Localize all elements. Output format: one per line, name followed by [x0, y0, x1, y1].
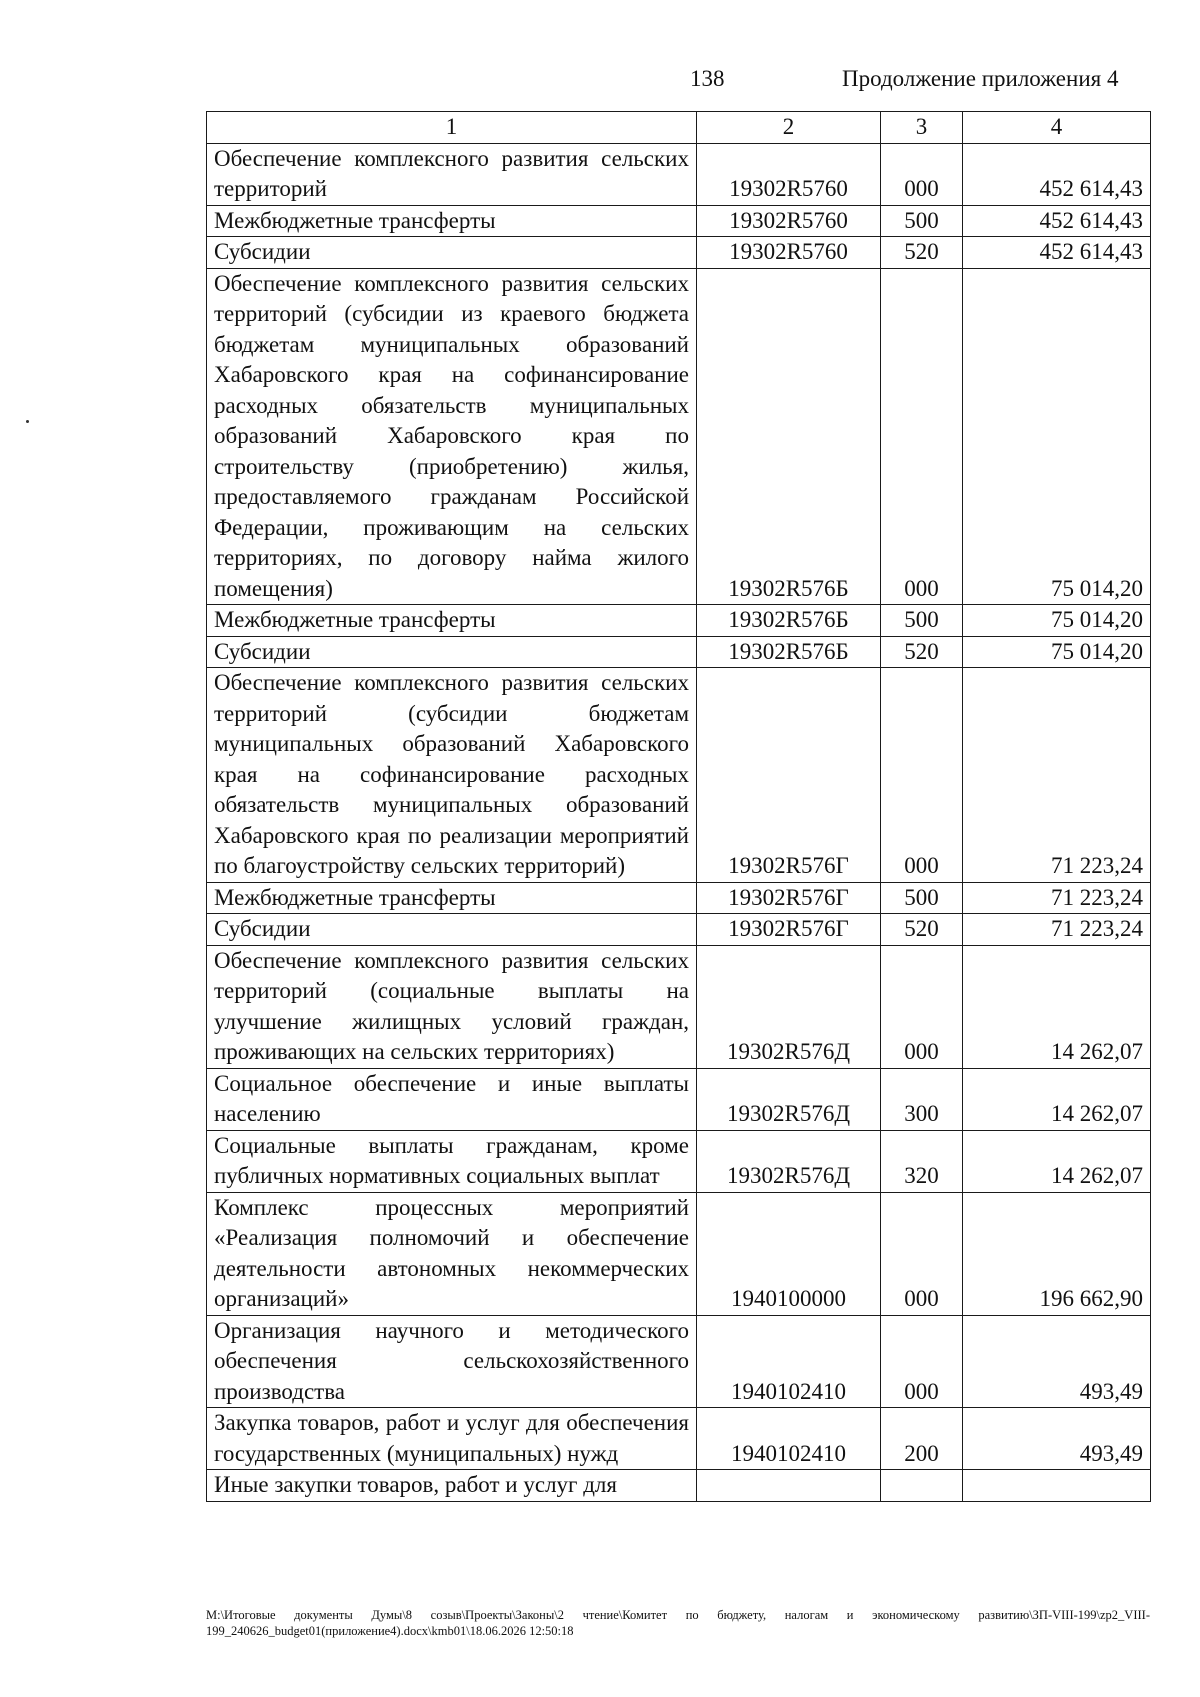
scan-artifact-dot — [26, 420, 29, 423]
table-row — [207, 914, 1151, 946]
row-name-cell: Субсидии — [207, 237, 697, 269]
table-row — [207, 268, 1151, 605]
row-name-cell: Социальное обеспечение и иные выплаты населению — [207, 1068, 697, 1130]
row-name-cell: Обеспечение комплексного развития сельских территорий (субсидии из краевого бюджета бюджетам муниципальных образований Хабаровского края на софинансирование расходных обязательств муниципальных образований Хабаровского края по строительству (приобретению) жилья, предоставляемого гражданам Российской Федерации, проживающим на сельских территориях, по договору найма жилого помещения) — [207, 268, 697, 605]
row-amount-cell: 75 014,20 — [963, 636, 1151, 668]
table-row — [207, 945, 1151, 1068]
row-expense-type-cell: 000 — [881, 668, 963, 883]
row-name-cell: Межбюджетные трансферты — [207, 882, 697, 914]
row-expense-type-cell: 520 — [881, 914, 963, 946]
row-amount-cell: 452 614,43 — [963, 143, 1151, 205]
row-code-cell: 19302R5760 — [697, 143, 881, 205]
table-row — [207, 205, 1151, 237]
page-number: 138 — [690, 66, 725, 91]
row-name-cell: Обеспечение комплексного развития сельских территорий (социальные выплаты на улучшение жилищных условий граждан, проживающих на сельских территориях) — [207, 945, 697, 1068]
row-amount-cell: 493,49 — [963, 1408, 1151, 1470]
table-row — [207, 605, 1151, 637]
row-code-cell: 19302R576Д — [697, 1068, 881, 1130]
row-code-cell: 1940100000 — [697, 1192, 881, 1315]
row-code-cell: 19302R576Г — [697, 882, 881, 914]
table-row — [207, 1470, 1151, 1502]
row-expense-type-cell: 500 — [881, 605, 963, 637]
row-name-cell: Обеспечение комплексного развития сельских территорий — [207, 143, 697, 205]
table-row — [207, 1315, 1151, 1408]
row-code-cell: 19302R576Г — [697, 914, 881, 946]
row-code-cell: 19302R576Б — [697, 268, 881, 605]
row-name-cell: Субсидии — [207, 914, 697, 946]
row-code-cell: 19302R576Д — [697, 1130, 881, 1192]
row-expense-type-cell: 000 — [881, 1315, 963, 1408]
row-expense-type-cell: 520 — [881, 636, 963, 668]
row-amount-cell: 71 223,24 — [963, 668, 1151, 883]
row-expense-type-cell: 500 — [881, 205, 963, 237]
row-code-cell: 19302R576Г — [697, 668, 881, 883]
row-expense-type-cell: 000 — [881, 143, 963, 205]
document-file-path-footer: M:\Итоговые документы Думы\8 созыв\Проекты\Законы\2 чтение\Комитет по бюджету, налогам и экономическому развитию\ЗП-VIII-199\zp2_VIII-199_240626_budget01(приложение4).docx\kmb01\18.06.2026 12:50:18 — [206, 1608, 1150, 1638]
row-code-cell: 19302R5760 — [697, 237, 881, 269]
row-name-cell: Закупка товаров, работ и услуг для обеспечения государственных (муниципальных) нужд — [207, 1408, 697, 1470]
budget-table — [206, 111, 1151, 1502]
row-expense-type-cell: 000 — [881, 945, 963, 1068]
row-amount-cell: 493,49 — [963, 1315, 1151, 1408]
row-name-cell: Обеспечение комплексного развития сельских территорий (субсидии бюджетам муниципальных образований Хабаровского края на софинансирование расходных обязательств муниципальных образований Хабаровского края по реализации мероприятий по благоустройству сельских территорий) — [207, 668, 697, 883]
row-name-cell: Комплекс процессных мероприятий «Реализация полномочий и обеспечение деятельности автономных некоммерческих организаций» — [207, 1192, 697, 1315]
row-code-cell: 19302R576Б — [697, 605, 881, 637]
row-expense-type-cell: 300 — [881, 1068, 963, 1130]
row-expense-type-cell: 000 — [881, 268, 963, 605]
row-amount-cell: 71 223,24 — [963, 882, 1151, 914]
table-header-row — [207, 112, 1151, 144]
row-amount-cell: 75 014,20 — [963, 268, 1151, 605]
column-header-1: 1 — [207, 112, 697, 144]
row-amount-cell: 196 662,90 — [963, 1192, 1151, 1315]
row-amount-cell: 71 223,24 — [963, 914, 1151, 946]
row-expense-type-cell: 520 — [881, 237, 963, 269]
row-code-cell: 1940102410 — [697, 1315, 881, 1408]
row-expense-type-cell: 500 — [881, 882, 963, 914]
row-name-cell: Межбюджетные трансферты — [207, 605, 697, 637]
row-expense-type-cell — [881, 1470, 963, 1502]
column-header-3: 3 — [881, 112, 963, 144]
row-amount-cell: 452 614,43 — [963, 237, 1151, 269]
row-code-cell: 1940102410 — [697, 1408, 881, 1470]
row-code-cell: 19302R576Б — [697, 636, 881, 668]
row-name-cell: Социальные выплаты гражданам, кроме публичных нормативных социальных выплат — [207, 1130, 697, 1192]
row-code-cell: 19302R5760 — [697, 205, 881, 237]
column-header-2: 2 — [697, 112, 881, 144]
table-row — [207, 1068, 1151, 1130]
table-row — [207, 636, 1151, 668]
row-code-cell — [697, 1470, 881, 1502]
row-code-cell: 19302R576Д — [697, 945, 881, 1068]
row-expense-type-cell: 000 — [881, 1192, 963, 1315]
row-amount-cell: 14 262,07 — [963, 1130, 1151, 1192]
row-name-cell: Межбюджетные трансферты — [207, 205, 697, 237]
row-expense-type-cell: 200 — [881, 1408, 963, 1470]
table-row — [207, 237, 1151, 269]
appendix-continuation-label: Продолжение приложения 4 — [842, 66, 1119, 91]
column-header-4: 4 — [963, 112, 1151, 144]
row-name-cell: Иные закупки товаров, работ и услуг для — [207, 1470, 697, 1502]
table-row — [207, 1408, 1151, 1470]
table-row — [207, 1192, 1151, 1315]
table-row — [207, 143, 1151, 205]
table-row — [207, 1130, 1151, 1192]
row-expense-type-cell: 320 — [881, 1130, 963, 1192]
row-amount-cell: 14 262,07 — [963, 945, 1151, 1068]
row-name-cell: Субсидии — [207, 636, 697, 668]
row-amount-cell — [963, 1470, 1151, 1502]
row-name-cell: Организация научного и методического обеспечения сельскохозяйственного производства — [207, 1315, 697, 1408]
row-amount-cell: 75 014,20 — [963, 605, 1151, 637]
budget-table-body — [207, 112, 1151, 1502]
row-amount-cell: 452 614,43 — [963, 205, 1151, 237]
table-row — [207, 882, 1151, 914]
row-amount-cell: 14 262,07 — [963, 1068, 1151, 1130]
table-row — [207, 668, 1151, 883]
